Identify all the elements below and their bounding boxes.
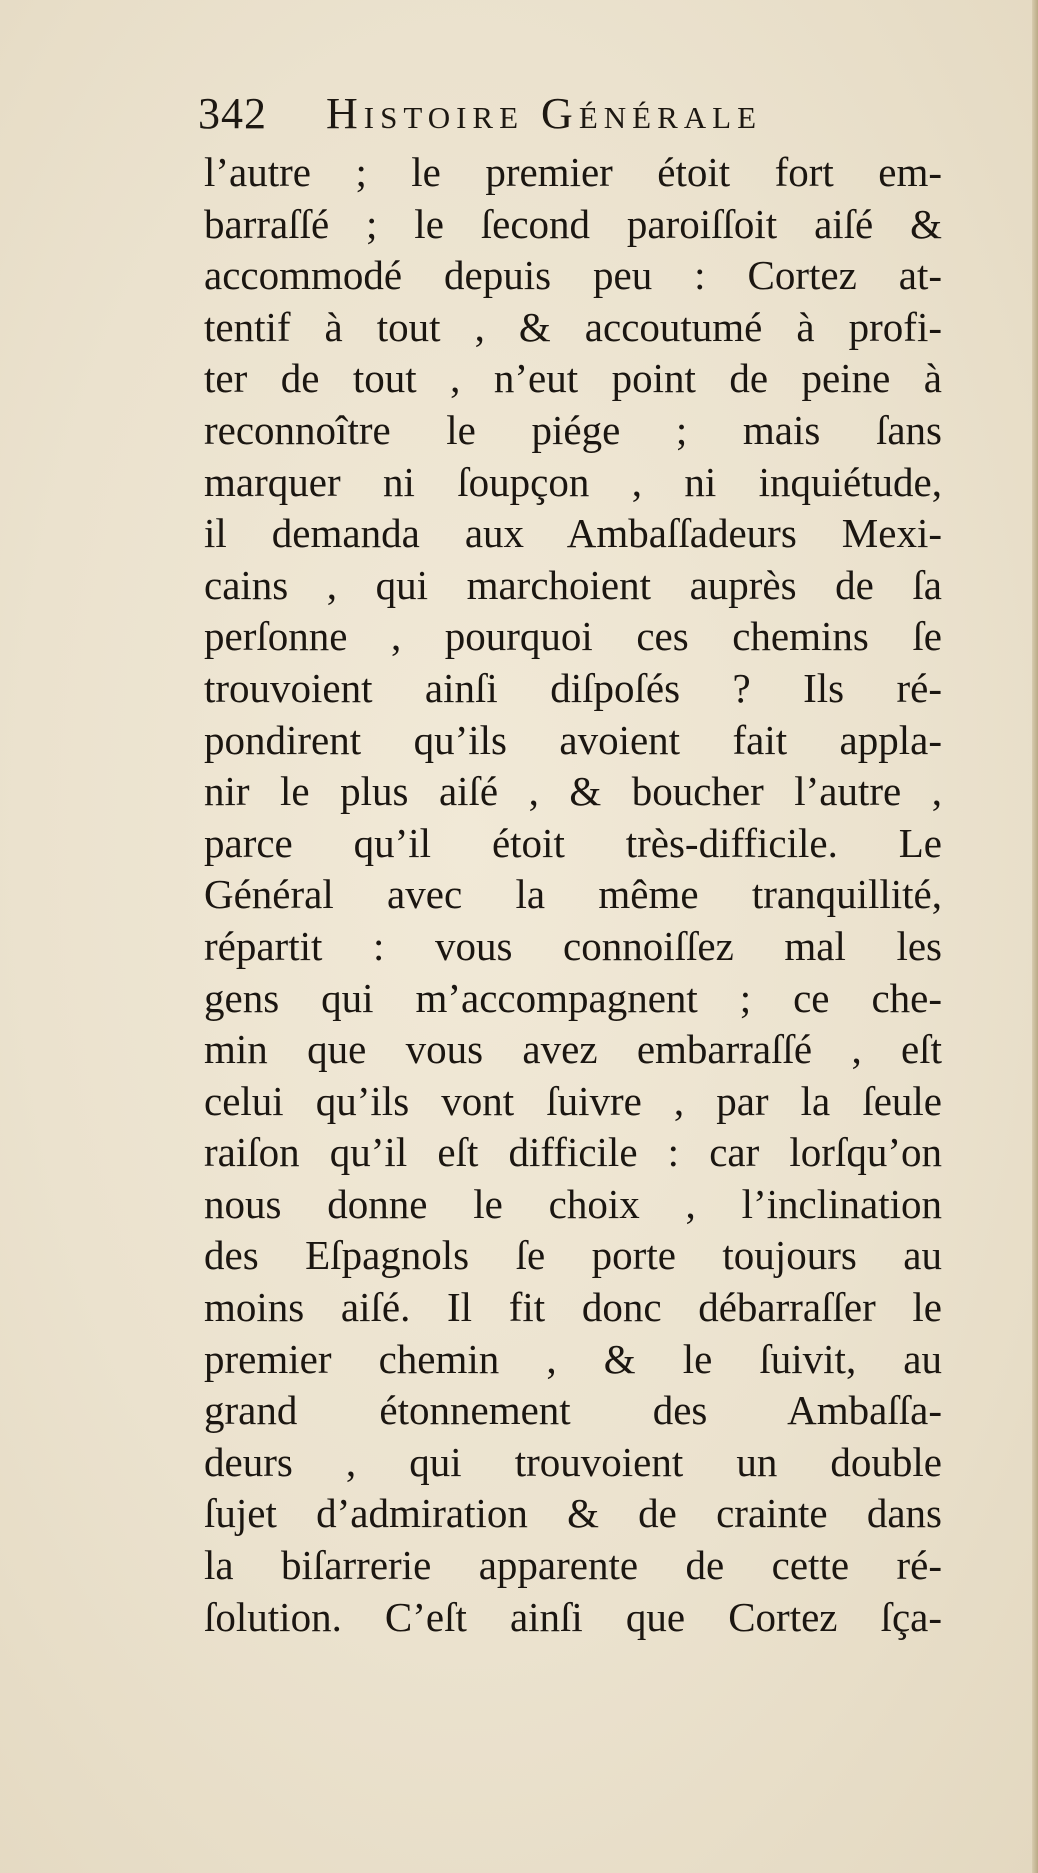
text-line: moins aiſé. Il fit donc débarraſſer le <box>204 1284 942 1331</box>
text-line: nir le plus aiſé , & boucher l’autre , <box>204 768 942 815</box>
page-header <box>198 84 958 140</box>
text-line: deurs , qui trouvoient un double <box>204 1438 942 1485</box>
running-title: Histoire Générale <box>326 89 763 138</box>
text-line: la biſarrerie apparente de cette ré- <box>204 1542 942 1589</box>
text-line: pondirent qu’ils avoient fait appla- <box>204 716 942 763</box>
text-line: grand étonnement des Ambaſſa- <box>204 1387 942 1434</box>
text-line: accommodé depuis peu : Cortez at- <box>204 252 942 299</box>
page-edge <box>1032 0 1038 1873</box>
page-number: 342 <box>198 89 267 138</box>
text-line: ter de tout , n’eut point de peine à <box>204 355 942 402</box>
text-line: répartit : vous connoiſſez mal les <box>204 922 942 969</box>
text-line: l’autre ; le premier étoit fort em- <box>204 149 942 195</box>
text-line: barraſſé ; le ſecond paroiſſoit aiſé & <box>204 200 942 247</box>
text-line: premier chemin , & le ſuivit, au <box>204 1335 942 1382</box>
body-text <box>204 147 942 1643</box>
text-line: raiſon qu’il eſt difficile : car lorſqu’on <box>204 1129 942 1176</box>
text-line: celui qu’ils vont ſuivre , par la ſeule <box>204 1077 942 1124</box>
text-line: perſonne , pourquoi ces chemins ſe <box>204 613 942 660</box>
text-line: ſujet d’admiration & de crainte dans <box>204 1490 942 1537</box>
text-line: nous donne le choix , l’inclination <box>204 1180 942 1227</box>
text-line: trouvoient ainſi diſpoſés ? Ils ré- <box>204 664 942 711</box>
text-line: marquer ni ſoupçon , ni inquiétude, <box>204 458 942 505</box>
text-line: gens qui m’accompagnent ; ce che- <box>204 974 942 1021</box>
text-line: ſolution. C’eſt ainſi que Cortez ſça- <box>204 1593 942 1640</box>
text-line: cains , qui marchoient auprès de ſa <box>204 561 942 608</box>
text-line: il demanda aux Ambaſſadeurs Mexi- <box>204 510 942 557</box>
text-line: tentif à tout , & accoutumé à profi- <box>204 303 942 350</box>
text-line: reconnoître le piége ; mais ſans <box>204 406 942 453</box>
text-line: min que vous avez embarraſſé , eſt <box>204 1026 942 1073</box>
text-line: des Eſpagnols ſe porte toujours au <box>204 1232 942 1279</box>
text-line: Général avec la même tranquillité, <box>204 871 942 918</box>
text-line: parce qu’il étoit très-difficile. Le <box>204 819 942 866</box>
